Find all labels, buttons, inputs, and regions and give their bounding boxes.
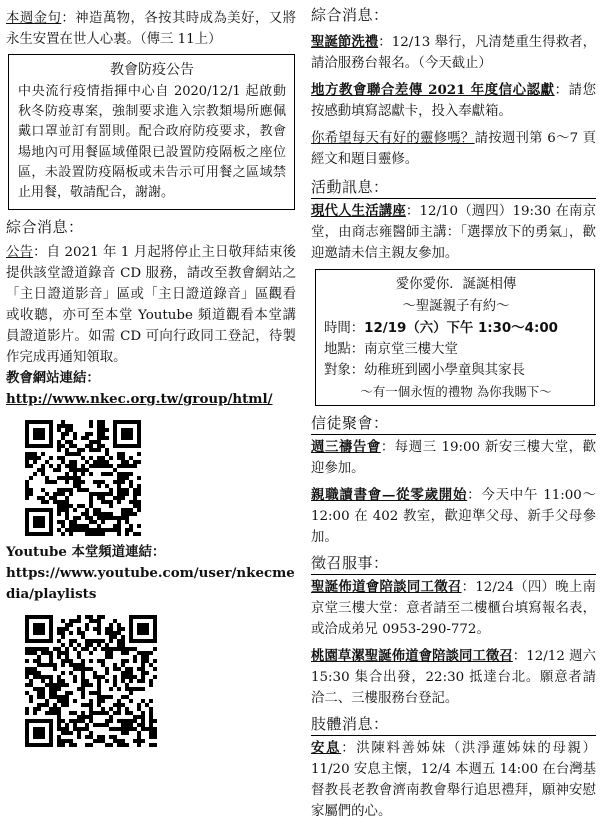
recruit-item-1: 聖誕佈道會陪談同工徵召：12/24（四）晚上南京堂三樓大堂：意者請至二樓櫃台填寫報名表，或洽成弟兄 0953-290-772。	[311, 579, 597, 637]
devotion-item: 你希望每天有好的靈修嗎？請按週刊第 6～7 頁經文和題目靈修。	[311, 131, 596, 167]
event-title: 愛你愛你．誕誕相傳	[395, 277, 517, 292]
section-title-general-left: 綜合消息：	[6, 218, 84, 237]
epidemic-notice-box	[8, 54, 295, 210]
website-link[interactable]: http://www.nkec.org.tw/group/html/	[6, 391, 273, 408]
event-slogan: ～有一個永恆的禮物 為你我賜下～	[360, 384, 552, 399]
weekly-verse: 本週金句：神造萬物，各按其時成為美好，又將永生安置在世人心裏。（傳三 11上）	[6, 11, 297, 47]
youtube-qr-code[interactable]	[25, 615, 157, 747]
section-title-activity: 活動訊息：	[311, 176, 596, 199]
event-time: 時間：12/19（六）下午 1:30～4:00	[324, 321, 558, 336]
condolence-item: 安息：洪陳料善姊妹（洪淨蓮姊妹的母親）11/20 安息主懷，12/4 本週五 14:00 在台灣基督教長老教會濟南教會舉行追思禮拜，願神安慰家屬們的心。	[311, 740, 597, 819]
youtube-label: Youtube 本堂頻道連結：	[6, 544, 166, 561]
event-place: 地點：南京堂三樓大堂	[324, 342, 458, 357]
left-column	[6, 0, 296, 753]
website-label: 教會網站連結：	[6, 370, 100, 387]
section-title-general: 綜合消息：	[311, 6, 389, 24]
notice-body: 中央流行疫情指揮中心自 2020/12/1 起啟動秋冬防疫專案，強制要求進入宗教類場所應佩戴口罩並訂有罰則。配合政府防疫要求，教會場地內可用餐區域僅限已設置防疫隔板之座位區，未設置防疫隔板或未告示可用餐之區域禁止用餐，敬請配合，謝謝。	[18, 84, 286, 201]
section-title-gathering: 信徒聚會：	[311, 412, 596, 435]
youtube-link[interactable]: https://www.youtube.com/user/nkecmedia/playlists	[6, 565, 295, 603]
offering-item: 地方教會聯合差傳 2021 年度信心認獻：請您按感動填寫認獻卡，投入奉獻箱。	[311, 82, 597, 119]
event-subtitle: ～聖誕親子有約～	[402, 299, 510, 314]
event-target: 對象：幼稚班到國小學童與其家長	[324, 363, 525, 378]
section-title-body: 肢體消息：	[311, 713, 596, 736]
website-qr-code[interactable]	[25, 420, 141, 536]
cd-announcement: 公告：自 2021 年 1 月起將停止主日敬拜結束後提供該堂證道錄音 CD 服務，請改至教會網站之「主日證道影音」區或「主日證道錄音」區觀看或收聽，亦可至本堂 Youtube 頻道觀看本堂講員證道影片。如需 CD 可向行政同工登記，待製作完成再通知領取。	[6, 245, 297, 366]
lecture-item: 現代人生活講座：12/10（週四）19:30 在南京堂，由商志雍醫師主講：「選擇放下的勇氣」，歡迎邀請未信主親友參加。	[311, 203, 597, 261]
parenting-item: 親職讀書會—從零歲開始：今天中午 11:00～12:00 在 402 教室，歡迎準父母、新手父母參加。	[311, 487, 597, 545]
notice-title: 教會防疫公告	[110, 62, 194, 78]
right-column	[311, 0, 596, 822]
section-title-recruit: 徵召服事：	[311, 552, 596, 575]
prayer-meeting-item: 週三禱告會：每週三 19:00 新安三樓大堂，歡迎參加。	[311, 439, 597, 476]
christmas-event-box	[315, 269, 595, 406]
recruit-item-2: 桃園草漯聖誕佈道會陪談同工徵召：12/12 週六 15:30 集合出發，22:30 抵達台北。願意者請洽二、三樓服務台登記。	[311, 648, 596, 706]
baptism-item: 聖誕節洗禮：12/13 舉行，凡清楚重生得救者，請洽服務台報名。（今天截止）	[311, 34, 596, 71]
